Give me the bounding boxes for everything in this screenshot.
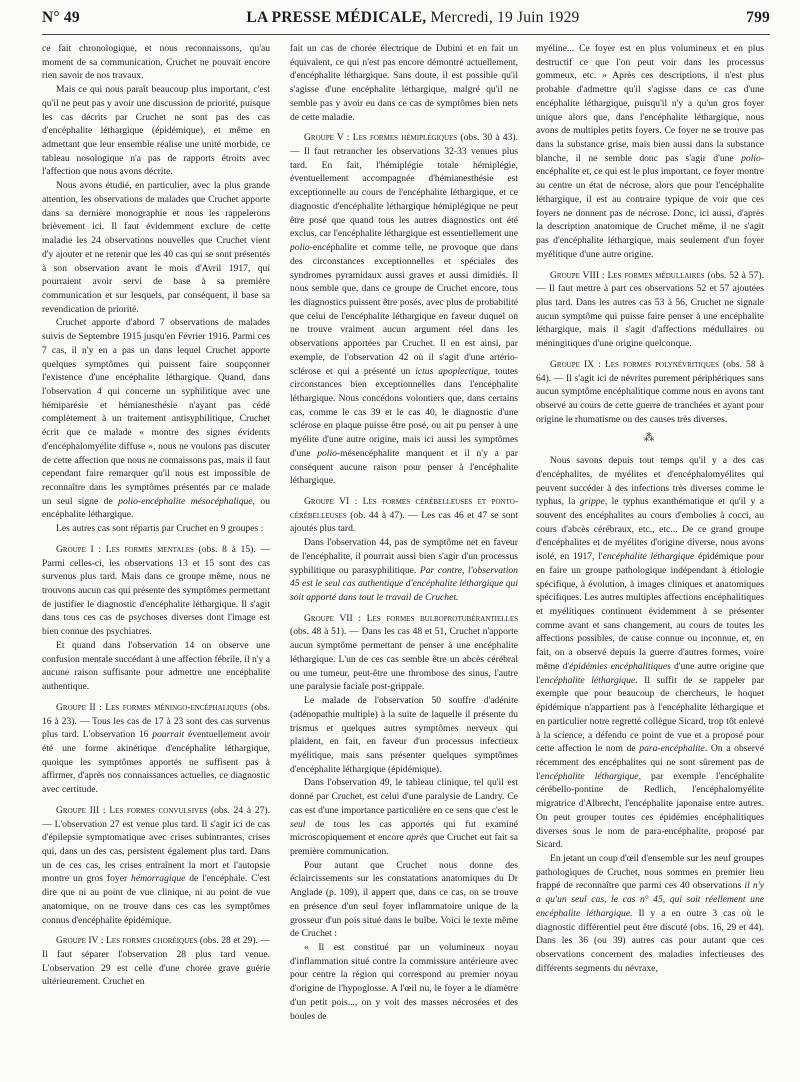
paragraph: Les autres cas sont répartis par Cruchet en 9 groupes : [56,523,264,535]
quotation: « Il est constitué par un volumineux noyau d'inflammation situé contre la commissure antérieure avec pour centre la région qui correspond au premier noyau d'origine de l'hypoglosse. A l'œil nu, le foyer a le diamètre d'un petit pois..., on y voit des masses nécrosées et des boules de [290,942,518,1022]
page-header [42,6,770,30]
paragraph: Nous savons depuis tout temps qu'il y a des cas d'encéphalites, de myélites et d'encéphalomyélites qui peuvent succéder à des infections très diverses comme le typhus, la grippe, le typhus exanthématique et qu'il y a souvent des encéphalites au cours d'embolies à cocci, au cours d'abcès cérébraux, etc., etc... De ce grand groupe d'encéphalites et de myélites d'origine diverse, nous avons isolé, en 1917, l'encéphalite léthargique épidémique pour en faire un groupe pathologique indépendant à étiologie spécifique, à évolution, à images cliniques et anatomiques spécifiques. Les autres multiples affections encéphalitiques et myélitiques continuent évidemment à se présenter comme avant et sans changement, au cours de toutes les affections possibles, de cause connue ou inconnue, et, en fait, on a observé depuis la guerre d'autres formes, voire même d'épidémies encéphalitiques d'une autre origine que l'encéphalite léthargique. Il suffit de se rappeler par exemple que pour beaucoup de chercheurs, le hoquet épidémique n'appartient pas à l'encéphalite léthargique et en particulier notre regretté collègue Sicard, trop tôt enlevé à la science, a défendu ce point de vue et a proposé pour cette affection le nom de para-encéphalite. On a observé récemment des encéphalites qui ne sont sûrement pas de l'encéphalite léthargique, par exemple l'encéphalite cérébello-pontine de Redlich, l'encéphalomyélite migratrice d'Albrecht, l'encéphalite japonaise entre autres. On peut grouper toutes ces épidémies encéphalitiques diverses sous le nom de para-encéphalite, proposé par Sicard. [536,455,764,851]
group-heading: Groupe II : Les formes méningo-encéphaliques [56,701,248,713]
group-heading: Groupe VI : Les formes cérébelleuses et ponto-cérébelleuses [290,496,518,521]
issue-number: N° 49 [42,9,80,26]
paragraph: Le malade de l'observation 50 souffre d'adénite (adénopathie multiple) à la suite de laquelle il présente du trismus et quelques autres symptômes nerveux qui plaident, en fait, en faveur d'un processus infectieux myélitique, mais sans présenter quelques symptômes d'encéphalite léthargique (épidémique). [290,695,518,775]
paragraph: Dans l'observation 49, le tableau clinique, tel qu'il est donné par Cruchet, est celui d'une paralysie de Landry. Ce cas est d'une importance particulière en ce sens que c'est le seul de tous les cas apportés qui fut examiné microscopiquement et encore après que Cruchet eut fait sa première communication. [290,777,518,857]
group-heading: Groupe I : Les formes mentales [56,543,194,555]
group-paragraph: Groupe IV : Les formes choréiques (obs. 28 et 29). — Il faut séparer l'observation 28 plus tard venue. L'observation 29 est celle d'une chorée grave guérie ultérieurement. Cruchet en [42,935,270,988]
group-heading: Groupe IX : Les formes polynévritiques [550,358,719,370]
paragraph: En jetant un coup d'œil d'ensemble sur les neuf groupes pathologiques de Cruchet, nous sommes en premier lieu frappé de reconnaître que parmi ces 40 observations il n'y a qu'un seul cas, le cas n° 45, qui soit réellement une encéphalite léthargique. Il y a en outre 3 cas où le diagnostic différentiel peut être discuté (obs. 16, 29 et 44). Dans les 36 (ou 39) autres cas pour autant que ces observations concernent des maladies infectieuses des différents segments du névraxe, [536,852,764,974]
section-separator-asterism: ⁂ [643,432,657,445]
group-heading: Groupe VII : Les formes bulboprotubérantielles [304,612,518,624]
group-paragraph: Groupe IX : Les formes polynévritiques (obs. 58 à 64). — Il s'agit ici de névrites purement périphériques sans aucun symptôme encéphalitique comme nous en avons tant observé au cours de cette guerre de tranchées et ayant pour origine le rhumatisme ou des causes très diverses. [536,358,764,425]
journal-title: LA PRESSE MÉDICALE, Mercredi, 19 Juin 1929 [246,9,580,26]
group-heading: Groupe IV : Les formes choréiques [56,935,198,947]
header-rule [42,34,770,35]
page-number: 799 [746,9,770,26]
group-heading: Groupe V : Les formes hémiplégiques [304,132,458,144]
group-paragraph: Groupe VII : Les formes bulboprotubérantielles (obs. 48 à 51). — Dans les cas 48 et 51, Cruchet n'apporte aucun symptôme permettant de penser à une encéphalite léthargique. L'un de ces cas semble être un abcès cérébral ou une tumeur, peut-être une thrombose des sinus, l'autre une paralysie faciale post-grippale. [290,612,518,693]
paragraph: Dans l'observation 44, pas de symptôme net en faveur de l'encéphalite, il pourrait aussi bien s'agir d'un processus syphilitique ou parasyphilitique. Par contre, l'observation 45 est le seul cas authentique d'encéphalite léthargique qui soit apporté dans tout le travail de Cruchet. [290,537,518,604]
group-paragraph: Groupe I : Les formes mentales (obs. 8 à 15). — Parmi celles-ci, les observations 13 et 15 sont des cas survenus plus tard. Mais dans ce groupe même, nous ne trouvons aucun cas qui présente des symptômes permettant de justifier le diagnostic d'encéphalite léthargique. Il s'agit dans tous ces cas de psychoses diverses dont l'image est bien connue des psychiatres. [42,543,270,638]
group-paragraph: Groupe II : Les formes méningo-encéphaliques (obs. 16 à 23). — Tous les cas de 17 à 23 sont des cas survenus plus tard. L'observation 16 pourrait éventuellement avoir été une forme akinétique d'encéphalite léthargique, quoique les symptômes apportés ne suffisent pas à affirmer, d'après nos connaissances actuelles, ce diagnostic avec certitude. [42,701,270,796]
group-paragraph: Groupe VIII : Les formes médullaires (obs. 52 à 57). — Il faut mettre à part ces observations 52 et 57 ajoutées plus tard. Dans les autres cas 53 à 56, Cruchet ne signale aucun symptôme qui puisse faire penser à une encéphalite léthargique, mais il s'agit d'affections médullaires ou méningitiques d'une origine quelconque. [536,269,764,350]
paragraph: Mais ce qui nous paraît beaucoup plus important, c'est qu'il ne peut pas y avoir une discussion de priorité, puisque les cas décrits par Cruchet ne sont pas des cas d'encéphalite léthargique (épidémique), et même en admettant que leur ensemble réalise une unité morbide, ce tableau nosologique n'a pas de rapports étroits avec l'affection que nous avons décrite. [42,84,270,178]
paragraph: Cruchet apporte d'abord 7 observations de malades suivis de Septembre 1915 jusqu'en Février 1916. Parmi ces 7 cas, il n'y en a pas un dans lequel Cruchet apporte quelques symptômes qui puissent faire soupçonner l'existence d'une encéphalite léthargique. Quand, dans l'observation 4 qui concerne un syphilitique avec une hémiparésie et hémianesthésie n'ayant pas cédé complètement à un traitement antisyphilitique, Cruchet écrit que ce malade « montre des signes évidents d'encéphalomyélite diffuse », nous ne voulons pas discuter de cette affection que nous ne connaissons pas, mais il faut cependant faire remarquer qu'il nous est impossible de reconnaître dans les symptômes présentés par ce malade un seul signe de polio-encéphalite mésocéphalique, ou encéphalite léthargique. [42,317,270,521]
paragraph: ce fait chronologique, et nous reconnaissons, qu'au moment de sa communication, Cruchet ne pouvait encore rien savoir de nos travaux. [42,43,270,82]
issue-date: Mercredi, 19 Juin 1929 [430,9,580,26]
text-column-right [536,42,764,1074]
paragraph: Et quand dans l'observation 14 on observe une confusion mentale succédant à une affection fébrile, il n'y a aucune raison suffisante pour admettre une encéphalite authentique. [42,639,270,693]
text-column-middle [290,42,518,1074]
group-paragraph: Groupe III : Les formes convulsives (obs. 24 à 27). — L'observation 27 est venue plus tard. Il s'agit ici de cas d'épilepsie symptomatique avec crises subintrantes, crises qui, dans un des cas, persistent également plus tard. Dans un de ces cas, les crises entraînent la mort et l'autopsie montre un gros foyer hémorragique de l'encéphale. C'est dire que ni au point de vue clinique, ni au point de vue anatomique, on ne trouve dans ces cas les symptômes connus d'encéphalite épidémique. [42,804,270,926]
group-heading: Groupe VIII : Les formes médullaires [550,269,705,281]
group-paragraph: Groupe V : Les formes hémiplégiques (obs. 30 à 43). — Il faut retrancher les observations 32-33 venues plus tard. En fait, l'hémiplégie totale hémiplégie, éventuellement accompagnée d'hémianesthésie est exceptionnelle au cours de l'encéphalite léthargique, et ce diagnostic d'encéphalite léthargique hémiplégique ne peut être posé que quand tous les autres diagnostics ont été exclus, car l'encéphalite léthargique est essentiellement une polio-encéphalite et comme telle, ne provoque que dans des circonstances exceptionnelles et spéciales des syndromes pyramidaux aussi graves et aussi dimidiés. Il nous semble que, dans ce groupe de Cruchet encore, tous les diagnostics puissent être posés, avec plus de probabilité que celui de l'encéphalite léthargique en faveur duquel on ne trouve vraiment aucun argument réel dans les observations apportées par Cruchet. Il en est ainsi, par exemple, de l'observation 42 où il s'agit d'une artério-sclérose et qui a présenté un ictus apoplectique, toutes circonstances bien exceptionnelles dans l'encéphalite léthargique. Nous concédons volontiers que, dans certains cas, comme le cas 39 et le cas 40, le diagnostic d'une sclérose en plaque puisse être posé, ou ait pu penser à une myélite d'une autre origine, mais ici aussi les symptômes d'une polio-mésencéphalite manquent et il n'y a par conséquent aucune raison pour penser à l'encéphalite léthargique. [290,132,518,487]
group-heading: Groupe III : Les formes convulsives [56,804,208,816]
paragraph: fait un cas de chorée électrique de Dubini et en fait un équivalent, ce qui n'est pas encore démontré actuellement, d'encéphalite léthargique. Sans doute, il est possible qu'il s'agisse d'une encéphalite léthargique, malgré qu'il ne semble pas y avoir eu dans ce cas de symptômes bien nets de cette maladie. [290,43,518,123]
paragraph: myéline... Ce foyer est en plus volumineux et en plus destructif ce que l'on peut voir dans les processus gommeux, etc. » Après ces descriptions, il n'est plus probable d'admettre qu'il s'agisse dans ce cas d'une encéphalite léthargique, puisqu'il n'y a qu'un gros foyer unique alors que, dans l'encéphalite léthargique, nous avons de multiples petits foyers. Ce foyer ne se trouve pas dans la substance grise, mais bien aussi dans la substance blanche, il ne semble donc pas s'agir d'une polio-encéphalite et, ce qui est le plus important, ce foyer montre au centre un état de nécrose, alors que pour l'encéphalite léthargique, il est au contraire typique de voir que ces foyers ne donnent pas de nécrose. Donc, ici aussi, d'après la description anatomique de Cruchet même, il ne s'agit pas d'encéphalite léthargique, mais seulement d'un foyer myélitique d'une autre origine. [536,43,764,260]
paragraph: Pour autant que Cruchet nous donne des éclaircissements sur les constatations anatomiques du Dr Anglade (p. 109), il appert que, dans ce cas, on se trouve en présence d'un seul foyer inflammatoire unique de la grosseur d'un pois situé dans le bulbe. Voici le texte même de Cruchet : [290,859,518,940]
group-paragraph: Groupe VI : Les formes cérébelleuses et ponto-cérébelleuses (ob. 44 à 47). — Les cas 46 et 47 se sont ajoutés plus tard. [290,496,518,535]
paragraph: Nous avons étudié, en particulier, avec la plus grande attention, les observations de malades que Cruchet apporte dans sa dernière monographie et nous les rappelerons brièvement ici. Il faut évidemment exclure de cette maladie les 24 observations nouvelles que Cruchet vient d'y ajouter et ne retenir que les 40 cas qui se sont présentés à son observation avant le mois d'Avril 1917, qui pourraient avoir servi de base à sa première communication et sur lesquels, par conséquent, il base sa revendication de priorité. [42,180,270,315]
text-column-left [42,42,270,1074]
